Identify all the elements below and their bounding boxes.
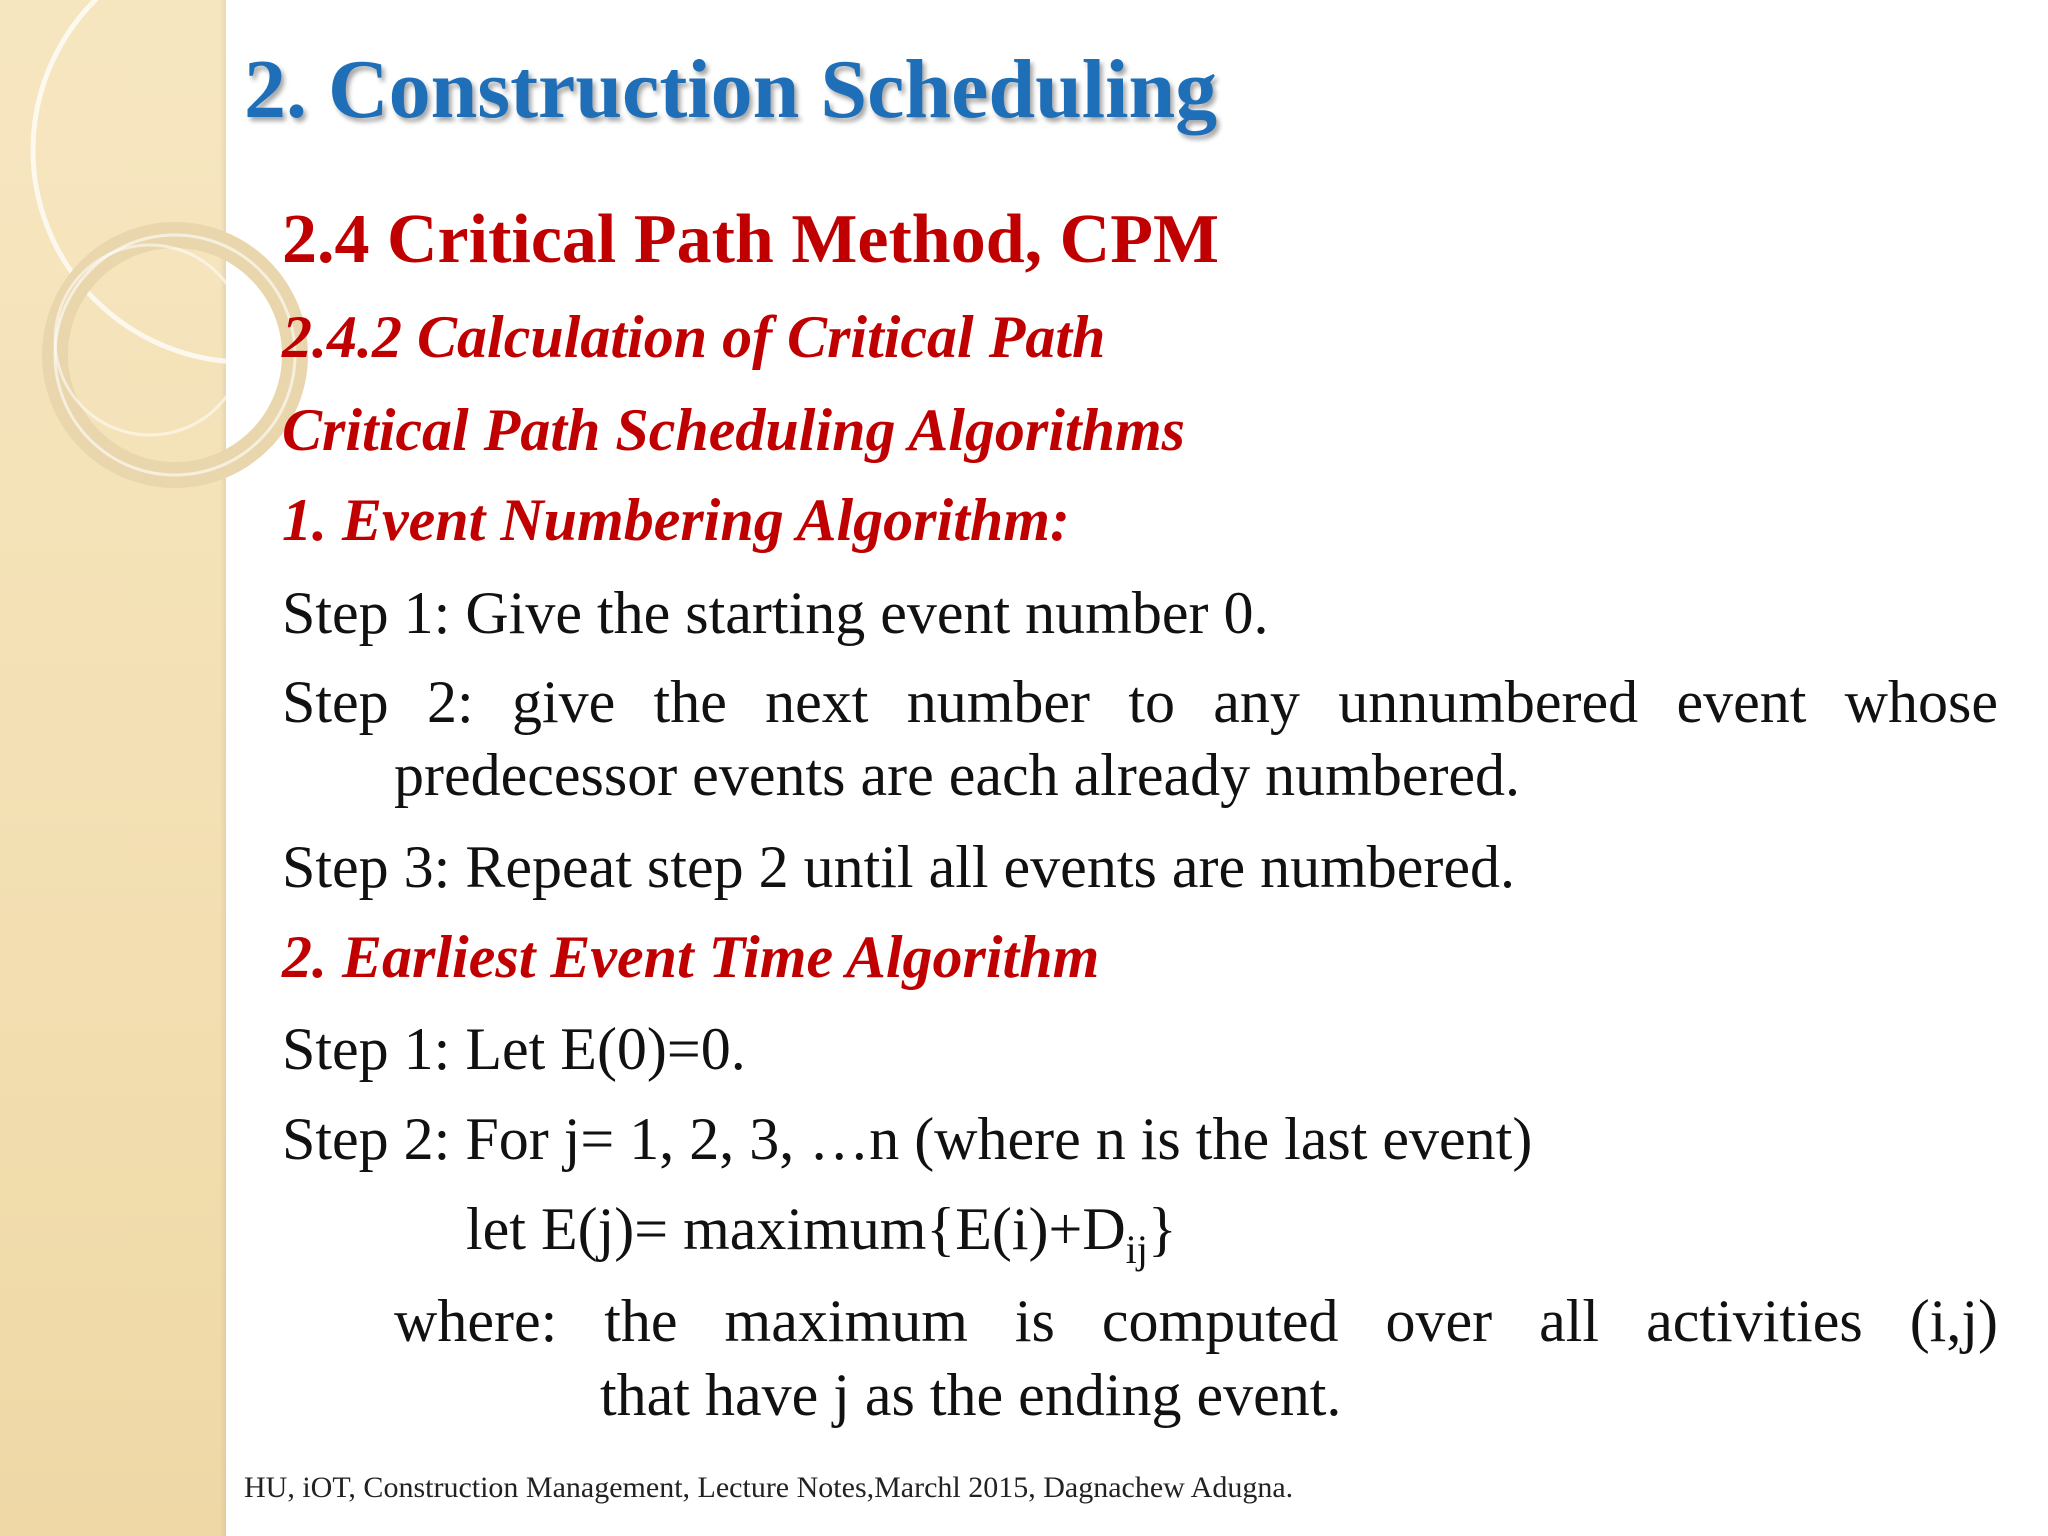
algorithm2-step2: Step 2: For j= 1, 2, 3, …n (where n is the last event): [282, 1106, 1533, 1172]
formula-suffix: }: [1147, 1196, 1177, 1262]
topic-heading: Critical Path Scheduling Algorithms: [282, 397, 1185, 463]
algorithm1-step2-line1: Step 2: give the next number to any unnumbered event whose: [282, 669, 1998, 735]
footer-citation: HU, iOT, Construction Management, Lecture Notes,Marchl 2015, Dagnachew Adugna.: [244, 1471, 1294, 1504]
where-line2: that have j as the ending event.: [600, 1362, 1342, 1428]
earliest-time-formula: [466, 1194, 1177, 1272]
algorithm1-step1: Step 1: Give the starting event number 0.: [282, 580, 1269, 646]
algorithm1-heading: 1. Event Numbering Algorithm:: [282, 487, 1070, 553]
algorithm2-heading: 2. Earliest Event Time Algorithm: [282, 924, 1100, 990]
where-line1: where: the maximum is computed over all activities (i,j): [394, 1288, 1998, 1354]
formula-subscript: ij: [1125, 1227, 1148, 1272]
subsection-heading: 2.4.2 Calculation of Critical Path: [282, 304, 1106, 370]
algorithm1-step2-line2: predecessor events are each already numbered.: [394, 742, 1521, 808]
algorithm1-step3: Step 3: Repeat step 2 until all events are numbered.: [282, 834, 1515, 900]
slide-title: 2. Construction Scheduling: [244, 43, 1218, 136]
algorithm2-step1: Step 1: Let E(0)=0.: [282, 1016, 746, 1082]
formula-prefix: let E(j)= maximum{E(i)+D: [466, 1196, 1126, 1262]
section-heading: 2.4 Critical Path Method, CPM: [282, 201, 1220, 278]
